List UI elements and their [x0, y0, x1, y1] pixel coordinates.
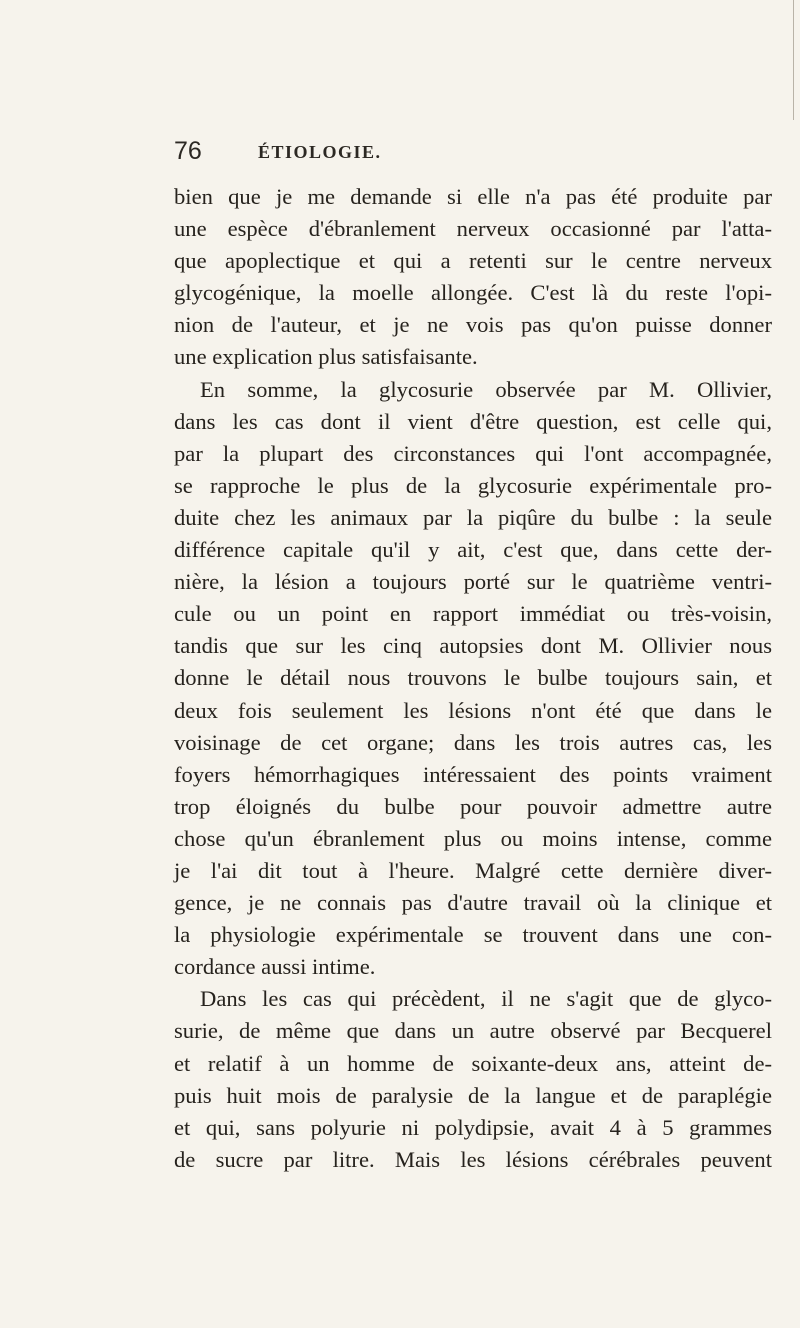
- paragraph-start-line: En somme, la glycosurie observée par M. Ollivier,: [200, 376, 772, 402]
- text-line: gence, je ne connais pas d'autre travail où la clinique et: [174, 890, 772, 916]
- text-line: chose qu'un ébranlement plus ou moins intense, comme: [174, 825, 772, 851]
- text-line: surie, de même que dans un autre observé par Becquerel: [174, 1018, 772, 1044]
- text-line: différence capitale qu'il y ait, c'est que, dans cette der-: [174, 537, 772, 563]
- page-edge-line: [793, 0, 794, 120]
- text-line: duite chez les animaux par la piqûre du bulbe : la seule: [174, 504, 772, 530]
- text-line: et relatif à un homme de soixante-deux ans, atteint de-: [174, 1050, 772, 1076]
- running-head: [174, 136, 772, 172]
- text-line: cordance aussi intime.: [174, 954, 376, 980]
- text-line: la physiologie expérimentale se trouvent dans une con-: [174, 922, 772, 948]
- text-line: se rapproche le plus de la glycosurie expérimentale pro-: [174, 472, 772, 498]
- text-line: par la plupart des circonstances qui l'ont accompagnée,: [174, 440, 772, 466]
- page-number: 76: [174, 137, 202, 165]
- text-line: puis huit mois de paralysie de la langue et de paraplégie: [174, 1082, 772, 1108]
- body-text: [174, 181, 772, 1176]
- text-line: deux fois seulement les lésions n'ont été que dans le: [174, 697, 772, 723]
- text-line: et qui, sans polyurie ni polydipsie, avait 4 à 5 grammes: [174, 1114, 772, 1140]
- text-line: donne le détail nous trouvons le bulbe toujours sain, et: [174, 665, 772, 691]
- text-line: nière, la lésion a toujours porté sur le quatrième ventri-: [174, 569, 772, 595]
- text-line: trop éloignés du bulbe pour pouvoir admettre autre: [174, 793, 772, 819]
- text-line: une explication plus satisfaisante.: [174, 344, 478, 370]
- text-line: nion de l'auteur, et je ne vois pas qu'on puisse donner: [174, 312, 772, 338]
- text-line: voisinage de cet organe; dans les trois autres cas, les: [174, 729, 772, 755]
- text-line: bien que je me demande si elle n'a pas été produite par: [174, 184, 772, 209]
- text-line: je l'ai dit tout à l'heure. Malgré cette dernière diver-: [174, 857, 772, 883]
- text-line: tandis que sur les cinq autopsies dont M. Ollivier nous: [174, 633, 772, 659]
- text-line: dans les cas dont il vient d'être question, est celle qui,: [174, 408, 772, 434]
- text-line: glycogénique, la moelle allongée. C'est là du reste l'opi-: [174, 280, 772, 306]
- paragraph-start-line: Dans les cas qui précèdent, il ne s'agit que de glyco-: [200, 986, 772, 1012]
- running-title: ÉTIOLOGIE.: [258, 142, 382, 162]
- text-line: cule ou un point en rapport immédiat ou très-voisin,: [174, 601, 772, 627]
- text-line: de sucre par litre. Mais les lésions cérébrales peuvent: [174, 1146, 772, 1172]
- text-line: foyers hémorrhagiques intéressaient des points vraiment: [174, 761, 772, 787]
- text-line: une espèce d'ébranlement nerveux occasionné par l'atta-: [174, 216, 772, 242]
- text-line: que apoplectique et qui a retenti sur le centre nerveux: [174, 248, 772, 274]
